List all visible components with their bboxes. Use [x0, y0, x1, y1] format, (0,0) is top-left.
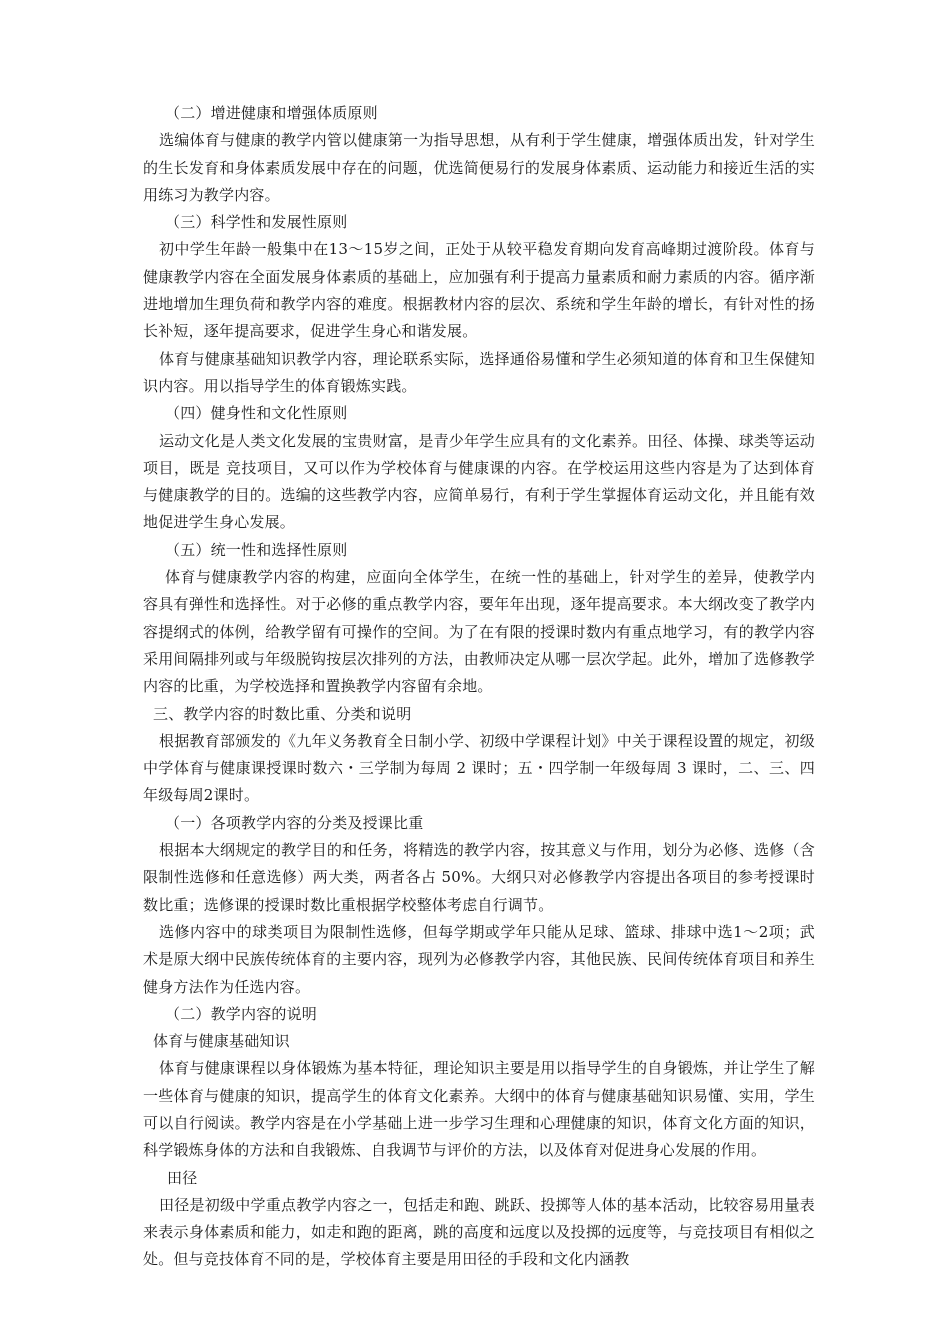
- section-heading: （四）健身性和文化性原则: [165, 404, 348, 423]
- paragraph: 初中学生年龄一般集中在13～15岁之间，正处于从较平稳发育期向发育高峰期过渡阶段。体育与健康教学内容在全面发展身体素质的基础上，应加强有利于提高力量素质和耐力素质的内容。循序渐进地增加生理负荷和教学内容的难度。根据教材内容的层次、系统和学生年龄的增长，有针对性的扬长补短，逐年提高要求，促进学生身心和谐发展。: [143, 240, 815, 341]
- section-heading: （五）统一性和选择性原则: [165, 540, 348, 559]
- chapter-heading: 三、教学内容的时数比重、分类和说明: [153, 704, 412, 723]
- paragraph: 运动文化是人类文化发展的宝贵财富，是青少年学生应具有的文化素养。田径、体操、球类等运动项目，既是 竞技项目，又可以作为学校体育与健康课的内容。在学校运用这些内容是为了达到体育与健康教学的目的。选编的这些教学内容，应简单易行，有利于学生掌握体育运动文化，并且能有效地促进学生身心发展。: [143, 431, 815, 532]
- document-page: [143, 100, 815, 1274]
- section-heading: （二）增进健康和增强体质原则: [165, 104, 378, 122]
- paragraph: 选编体育与健康的教学内管以健康第一为指导思想，从有利于学生健康，增强体质出发，针对学生的生长发育和身体素质发展中存在的问题，优选简便易行的发展身体素质、运动能力和接近生活的实用练习为教学内容。: [143, 131, 815, 204]
- paragraph: 体育与健康基础知识教学内容，理论联系实际，选择通俗易懂和学生必须知道的体育和卫生保健知识内容。用以指导学生的体育锻炼实践。: [143, 349, 815, 395]
- section-heading: （二）教学内容的说明: [165, 1004, 318, 1023]
- section-heading: （三）科学性和发展性原则: [165, 213, 348, 232]
- paragraph: 根据教育部颁发的《九年义务教育全日制小学、初级中学课程计划》中关于课程设置的规定，初级中学体育与健康课授课时数六・三学制为每周 2 课时；五・四学制一年级每周 3 课时，二、三、四年级每周2课时。: [143, 731, 815, 805]
- subsection-heading: 体育与健康基础知识: [153, 1032, 290, 1051]
- section-heading: （一）各项教学内容的分类及授课比重: [165, 813, 424, 832]
- subsection-heading: 田径: [167, 1168, 198, 1187]
- paragraph: 体育与健康教学内容的构建，应面向全体学生，在统一性的基础上，针对学生的差异，使教学内容具有弹性和选择性。对于必修的重点教学内容，要年年出现，逐年提高要求。本大纲改变了教学内容提纲式的体例，给教学留有可操作的空间。为了在有限的授课时数内有重点地学习，有的教学内容采用间隔排列或与年级脱钩按层次排列的方法，由教师决定从哪一层次学起。此外，增加了选修教学内容的比重，为学校选择和置换教学内容留有余地。: [143, 568, 815, 696]
- paragraph: 体育与健康课程以身体锻炼为基本特征，理论知识主要是用以指导学生的自身锻炼，并让学生了解一些体育与健康的知识，提高学生的体育文化素养。大纲中的体育与健康基础知识易懂、实用，学生可以自行阅读。教学内容是在小学基础上进一步学习生理和心理健康的知识，体育文化方面的知识，科学锻炼身体的方法和自我锻炼、自我调节与评价的方法，以及体育对促进身心发展的作用。: [143, 1059, 815, 1160]
- paragraph: 根据本大纲规定的教学目的和任务，将精选的教学内容，按其意义与作用，划分为必修、选修（含限制性选修和任意选修）两大类，两者各占 50%。大纲只对必修教学内容提出各项目的参考授课时数比重；选修课的授课时数比重根据学校整体考虑自行调节。: [143, 841, 815, 914]
- paragraph: 选修内容中的球类项目为限制性选修，但每学期或学年只能从足球、篮球、排球中选1～2项；武术是原大纲中民族传统体育的主要内容，现列为必修教学内容，其他民族、民间传统体育项目和养生健身方法作为任选内容。: [143, 922, 815, 996]
- paragraph: 田径是初级中学重点教学内容之一，包括走和跑、跳跃、投掷等人体的基本活动，比较容易用量表来表示身体素质和能力，如走和跑的距离，跳的高度和远度以及投掷的远度等，与竞技项目有相似之处。但与竞技体育不同的是，学校体育主要是用田径的手段和文化内涵教: [143, 1195, 815, 1269]
